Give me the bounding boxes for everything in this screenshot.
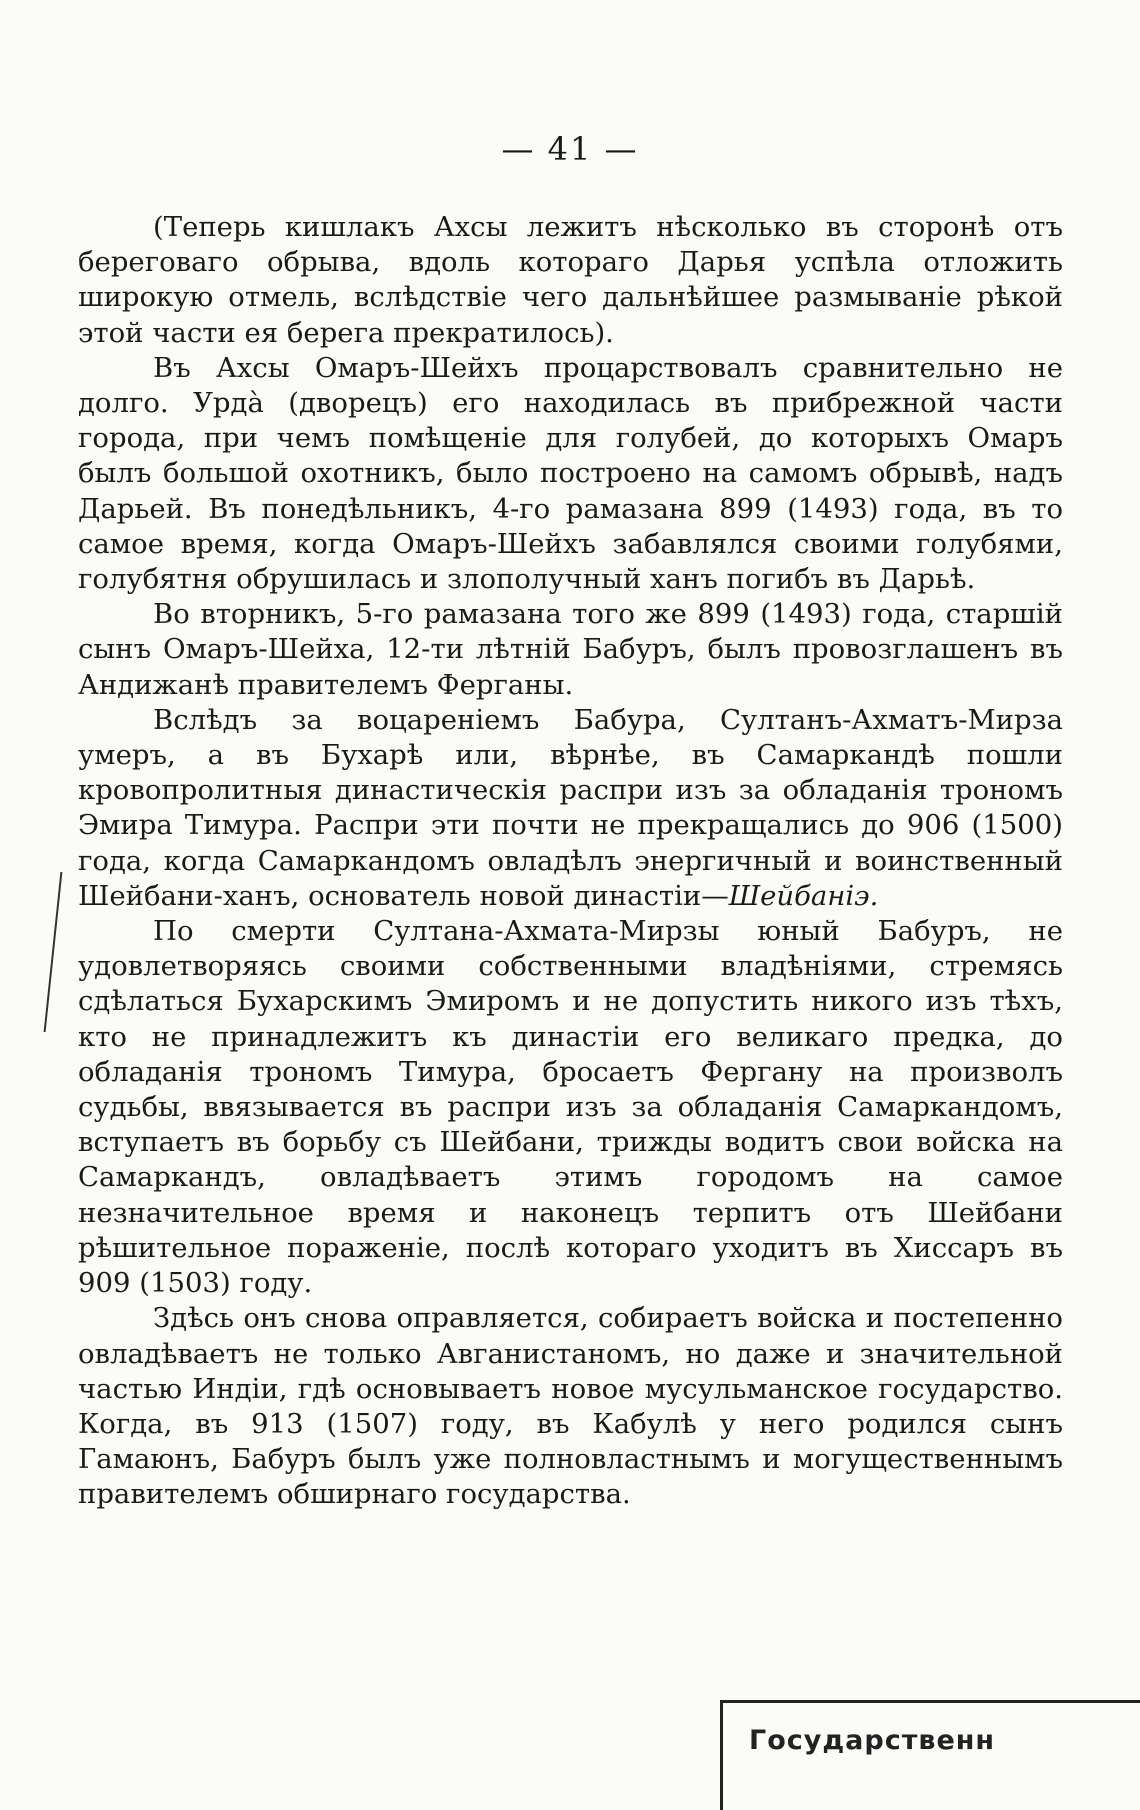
- page-number: — 41 —: [501, 130, 639, 168]
- paragraph-2: Въ Ахсы Омаръ-Шейхъ процарствовалъ сравнительно не долго. Урдà (дворецъ) его находилась въ прибрежной части города, при чемъ помѣщеніе для голубей, до которыхъ Омаръ былъ большой охотникъ, было построено на самомъ обрывѣ, надъ Дарьей. Въ понедѣльникъ, 4-го рамазана 899 (1493) года, въ то самое время, когда Омаръ-Шейхъ забавлялся своими голубями, голубятня обрушилась и злополучный ханъ погибъ въ Дарьѣ.: [78, 351, 1063, 596]
- body-text: [78, 210, 1063, 1513]
- paragraph-1: (Теперь кишлакъ Ахсы лежитъ нѣсколько въ сторонѣ отъ береговаго обрыва, вдоль котораго Дарья успѣла отложить широкую отмель, вслѣдствіе чего дальнѣйшее размываніе рѣкой этой части ея берега прекратилось).: [78, 211, 1063, 349]
- paragraph-3: Во вторникъ, 5-го рамазана того же 899 (1493) года, старшій сынъ Омаръ-Шейха, 12-ти лѣтній Бабуръ, былъ провозглашенъ въ Андижанѣ правителемъ Ферганы.: [78, 598, 1063, 701]
- library-stamp: [720, 1700, 1140, 1810]
- paragraph-4: [78, 703, 1063, 914]
- paragraph-4-text: Вслѣдъ за воцареніемъ Бабура, Султанъ-Ахматъ-Мирза умеръ, а въ Бухарѣ или, вѣрнѣе, въ Самаркандѣ пошли кровопролитныя династическія распри изъ за обладанія трономъ Эмира Тимура. Распри эти почти не прекращались до 906 (1500) года, когда Самаркандомъ овладѣлъ энергичный и воинственный Шейбани-ханъ, основатель новой династіи—: [78, 703, 1063, 912]
- paragraph-6: Здѣсь онъ снова оправляется, собираетъ войска и постепенно овладѣваетъ не только Авганистаномъ, но даже и значительной частью Индіи, гдѣ основываетъ новое мусульманское государство. Когда, въ 913 (1507) году, въ Кабулѣ у него родился сынъ Гамаюнъ, Бабуръ былъ уже полновластнымъ и могущественнымъ правителемъ обширнаго государства.: [78, 1302, 1063, 1511]
- paragraph-5: По смерти Султана-Ахмата-Мирзы юный Бабуръ, не удовлетворяясь своими собственными владѣніями, стремясь сдѣлаться Бухарскимъ Эмиромъ и не допустить никого изъ тѣхъ, кто не принадлежитъ къ династіи его великаго предка, до обладанія трономъ Тимура, бросаетъ Фергану на произволъ судьбы, ввязывается въ распри изъ за обладанія Самаркандомъ, вступаетъ въ борьбу съ Шейбани, трижды водитъ свои войска на Самаркандъ, овладѣваетъ этимъ городомъ на самое незначительное время и наконецъ терпитъ отъ Шейбани рѣшительное пораженіе, послѣ котораго уходитъ въ Хиссаръ въ 909 (1503) году.: [78, 915, 1063, 1300]
- stamp-text: Государственн: [749, 1725, 996, 1756]
- margin-pencil-mark: [44, 872, 77, 1032]
- paragraph-4-emphasis: Шейбаніэ.: [728, 879, 879, 912]
